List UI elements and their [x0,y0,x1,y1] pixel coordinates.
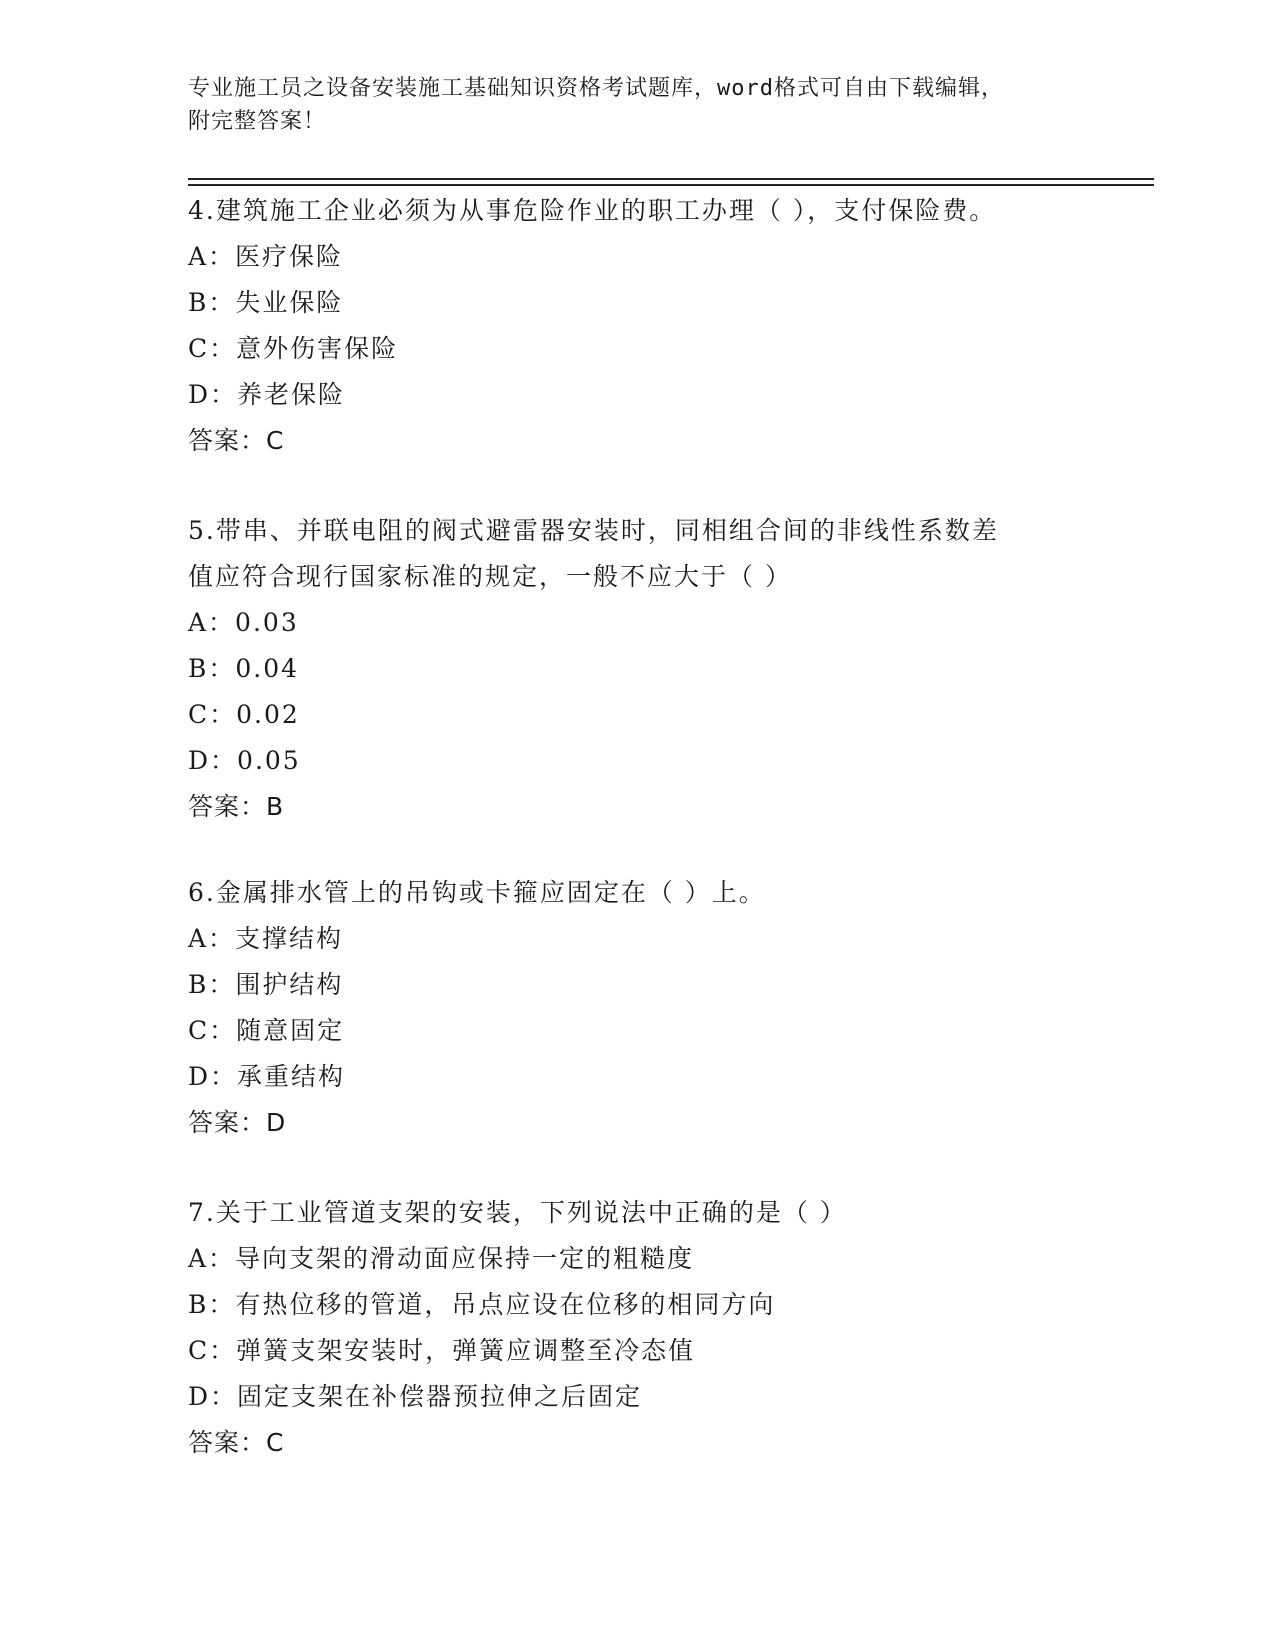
question-6 [188,870,1088,1146]
question-stem: 7.关于工业管道支架的安装，下列说法中正确的是（ ） [188,1198,847,1227]
option-c: C：随意固定 [188,1016,345,1045]
question-4 [188,188,1088,464]
option-b: B：围护结构 [188,970,344,999]
question-7 [188,1190,1088,1466]
option-d: D：承重结构 [188,1062,346,1091]
option-d: D：0.05 [188,746,301,775]
answer: 答案：D [188,1108,287,1137]
option-a: A：医疗保险 [188,242,344,271]
answer: 答案：B [188,792,285,821]
option-b: B：失业保险 [188,288,344,317]
document-header [188,72,1088,138]
option-c: C：弹簧支架安装时，弹簧应调整至冷态值 [188,1336,696,1365]
question-5 [188,508,1088,830]
option-a: A：支撑结构 [188,924,344,953]
question-stem: 5.带串、并联电阻的阀式避雷器安装时，同相组合间的非线性系数差 [188,516,999,545]
option-b: B：有热位移的管道，吊点应设在位移的相同方向 [188,1290,776,1319]
option-b: B：0.04 [188,654,300,683]
question-stem: 4.建筑施工企业必须为从事危险作业的职工办理（ ），支付保险费。 [188,196,997,225]
option-c: C：0.02 [188,700,300,729]
question-stem: 6.金属排水管上的吊钩或卡箍应固定在（ ）上。 [188,878,766,907]
header-divider-bottom [188,184,1154,186]
option-c: C：意外伤害保险 [188,334,399,363]
header-line-1: 专业施工员之设备安装施工基础知识资格考试题库，word格式可自由下载编辑， [188,76,1004,101]
answer: 答案：C [188,1428,285,1457]
answer: 答案：C [188,426,285,455]
header-divider-top [188,178,1154,180]
header-line-2: 附完整答案！ [188,109,327,134]
question-stem-continued: 值应符合现行国家标准的规定，一般不应大于（ ） [188,562,792,591]
option-d: D：养老保险 [188,380,346,409]
option-d: D：固定支架在补偿器预拉伸之后固定 [188,1382,643,1411]
option-a: A：0.03 [188,608,299,637]
option-a: A：导向支架的滑动面应保持一定的粗糙度 [188,1244,695,1273]
